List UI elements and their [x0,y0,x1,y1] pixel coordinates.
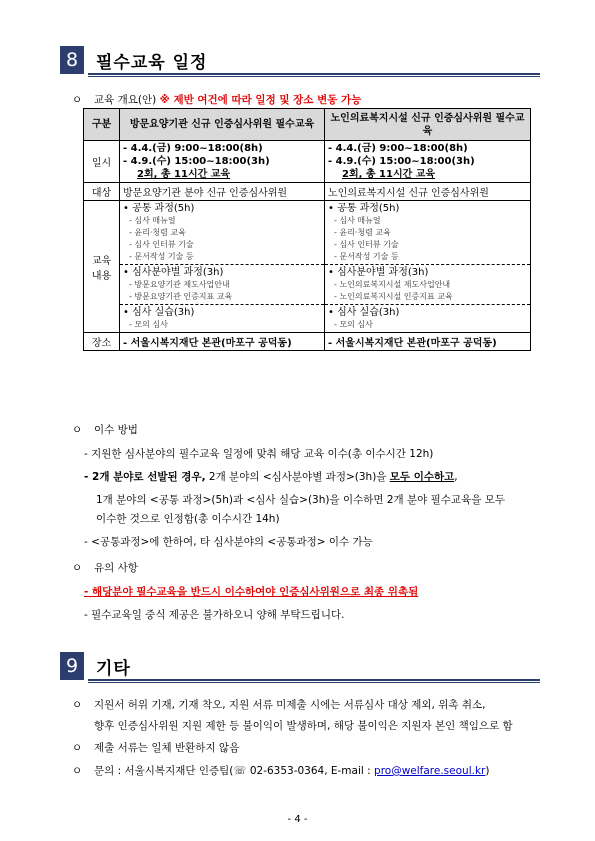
place-row [84,333,531,351]
caution-heading [72,560,138,575]
row-label: 장소 [84,333,120,351]
course-item: - 심사 매뉴얼 [129,216,176,225]
target-cell: 노인의료복지시설 신규 인증심사위원 [325,183,531,201]
overview-label: 교육 개요(안) [94,94,157,106]
divider [88,73,540,75]
overview-line [72,92,361,107]
caution-line: - 해당분야 필수교육을 반드시 이수하여야 인증심사위원으로 최종 위촉됨 [84,586,419,598]
course-item: - 윤리·청렴 교육 [129,228,186,237]
content-cell [325,305,531,333]
course-item: - 노인의료복지시설 제도사업안내 [334,280,451,289]
course-title: • 심사 실습(3h) [123,307,195,318]
completion-line: 1개 분야의 <공통 과정>(5h)과 <심사 실습>(3h)을 이수하면 2개 분야 필수교육을 모두 [96,494,505,506]
punctuation: , [454,471,458,483]
course-item: - 심사 인터뷰 기술 [334,240,399,249]
section-number: 9 [60,652,84,680]
completion-heading [72,422,138,437]
contact-text: 문의 : 서울시복지재단 인증팀(☏ 02-6353-0364, E-mail : [94,765,375,777]
schedule-table [83,108,531,351]
contact-text: ) [485,765,490,777]
misc-line: 향후 인증심사위원 지원 제한 등 불이익이 발생하며, 해당 불이익은 지원자 본인 책임으로 함 [94,720,513,732]
schedule-cell [120,141,325,183]
misc-text: 지원서 허위 기재, 기재 착오, 지원 서류 미제출 시에는 서류심사 대상 제외, 위촉 취소, [94,699,486,711]
schedule-date: - 4.9.(수) 15:00~18:00(3h) [328,156,475,167]
row-label-line: 내용 [91,270,112,282]
divider [88,679,540,681]
header-category: 구분 [84,109,120,141]
bullet: ㅇ [72,699,83,711]
caution-label: 유의 사항 [94,562,138,574]
schedule-date: - 4.4.(금) 9:00~18:00(8h) [123,143,263,154]
emphasis-text: 모두 이수하고 [389,471,455,483]
completion-line: 이수한 것으로 인정함(총 이수시간 14h) [96,513,280,525]
divider [88,76,540,77]
schedule-total: 2회, 총 11시간 교육 [342,169,436,180]
caution-line: - 필수교육일 중식 제공은 불가하오니 양해 부탁드립니다. [84,609,345,621]
completion-line [84,469,458,484]
content-row-practice [84,305,531,333]
content-cell [325,265,531,305]
misc-text: 제출 서류는 일체 반환하지 않음 [94,742,240,754]
course-title: • 공통 과정(5h) [123,203,195,214]
course-title: • 공통 과정(5h) [328,203,400,214]
course-item: - 심사 매뉴얼 [334,216,381,225]
completion-label: 이수 방법 [94,424,138,436]
course-title: • 심사 실습(3h) [328,307,400,318]
content-cell [325,201,531,265]
completion-line: - 지원한 심사분야의 필수교육 일정에 맞춰 해당 교육 이수(총 이수시간 12h) [84,448,434,460]
course-item: - 문서작성 기술 등 [129,252,194,261]
course-item: - 노인의료복지시설 인증지표 교육 [334,292,453,301]
overview-note: ※ 제반 여건에 따라 일정 및 장소 변동 가능 [159,94,362,106]
content-cell [120,305,325,333]
bullet: ㅇ [72,765,83,777]
content-row-common [84,201,531,265]
course-item: - 모의 심사 [129,320,168,329]
row-label [84,201,120,333]
course-title: • 심사분야별 과정(3h) [328,267,429,278]
bullet: ㅇ [72,562,83,574]
content-cell [120,201,325,265]
section-title: 필수교육 일정 [96,53,208,73]
content-row-specific [84,265,531,305]
divider [88,682,540,683]
completion-text: 2개 분야의 <심사분야별 과정>(3h)을 [205,471,390,483]
table-header-row [84,109,531,141]
header-nursing-facility: 노인의료복지시설 신규 인증심사위원 필수교육 [325,109,531,141]
section-title: 기타 [96,659,131,679]
misc-line [72,697,485,712]
misc-line [72,740,239,755]
course-item: - 방문요양기관 제도사업안내 [129,280,230,289]
schedule-date: - 4.9.(수) 15:00~18:00(3h) [123,156,270,167]
course-title: • 심사분야별 과정(3h) [123,267,224,278]
row-label-line: 교육 [91,255,112,267]
course-item: - 방문요양기관 인증지표 교육 [129,292,233,301]
target-cell: 방문요양기관 분야 신규 인증심사위원 [120,183,325,201]
bullet: ㅇ [72,94,83,106]
emphasis-text: - 2개 분야로 선발된 경우, [84,471,206,483]
target-row [84,183,531,201]
course-item: - 문서작성 기술 등 [334,252,399,261]
contact-line [72,763,489,778]
content-cell [120,265,325,305]
schedule-cell [325,141,531,183]
section-number: 8 [60,46,84,74]
course-item: - 모의 심사 [334,320,373,329]
bullet: ㅇ [72,742,83,754]
schedule-row [84,141,531,183]
email-link[interactable]: pro@welfare.seoul.kr [374,765,486,777]
row-label: 대상 [84,183,120,201]
schedule-date: - 4.4.(금) 9:00~18:00(8h) [328,143,468,154]
course-item: - 윤리·청렴 교육 [334,228,391,237]
page-number: - 4 - [287,814,308,825]
header-home-care: 방문요양기관 신규 인증심사위원 필수교육 [120,109,325,141]
completion-line: - <공통과정>에 한하여, 타 심사분야의 <공통과정> 이수 가능 [84,536,373,548]
bullet: ㅇ [72,424,83,436]
row-label: 일시 [84,141,120,183]
schedule-total: 2회, 총 11시간 교육 [137,169,231,180]
course-item: - 심사 인터뷰 기술 [129,240,194,249]
place-cell: - 서울시복지재단 본관(마포구 공덕동) [325,333,531,351]
place-cell: - 서울시복지재단 본관(마포구 공덕동) [120,333,325,351]
